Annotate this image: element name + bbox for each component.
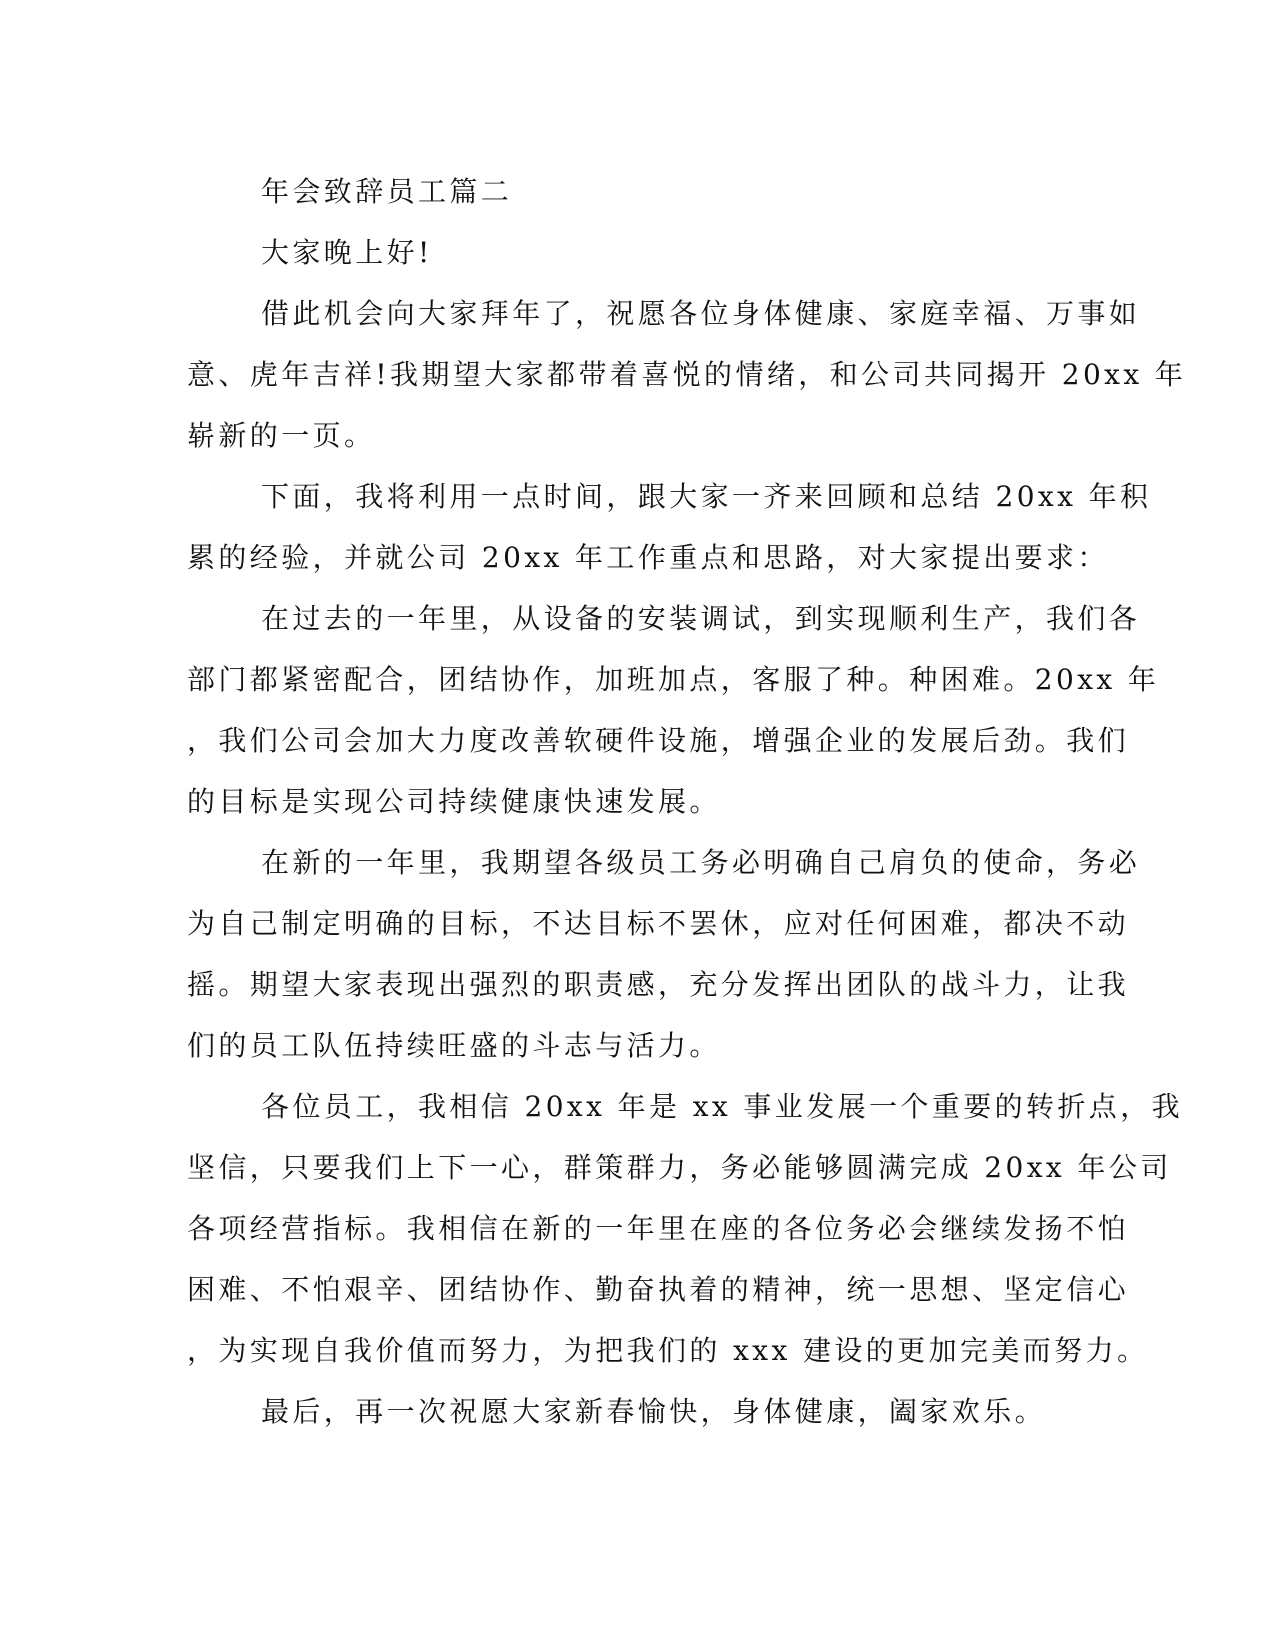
paragraph-line: 坚信，只要我们上下一心，群策群力，务必能够圆满完成 20xx 年公司	[187, 1151, 1172, 1184]
paragraph-line: 下面，我将利用一点时间，跟大家一齐来回顾和总结 20xx 年积	[261, 480, 1152, 513]
paragraph-line: 各位员工，我相信 20xx 年是 xx 事业发展一个重要的转折点，我	[261, 1090, 1183, 1123]
paragraph-1	[187, 283, 1187, 466]
paragraph-line: 部门都紧密配合，团结协作，加班加点，客服了种。种困难。20xx 年	[187, 663, 1160, 696]
paragraph-line: 在过去的一年里，从设备的安装调试，到实现顺利生产，我们各	[261, 602, 1141, 635]
paragraph-4	[187, 832, 1141, 1076]
paragraph-3	[187, 588, 1160, 832]
greeting: 大家晚上好!	[261, 236, 433, 269]
paragraph-line: 困难、不怕艰辛、团结协作、勤奋执着的精神，统一思想、坚定信心	[187, 1273, 1130, 1306]
paragraph-line: 累的经验，并就公司 20xx 年工作重点和思路，对大家提出要求：	[187, 541, 1109, 574]
paragraph-line: 最后，再一次祝愿大家新春愉快，身体健康，阖家欢乐。	[261, 1395, 1047, 1428]
document-body	[187, 161, 1187, 1442]
paragraph-line: 借此机会向大家拜年了，祝愿各位身体健康、家庭幸福、万事如	[261, 297, 1141, 330]
paragraph-line: 各项经营指标。我相信在新的一年里在座的各位务必会继续发扬不怕	[187, 1212, 1130, 1245]
document-title: 年会致辞员工篇二	[261, 175, 513, 208]
paragraph-2	[187, 466, 1152, 588]
paragraph-5	[187, 1076, 1183, 1381]
paragraph-line: 意、虎年吉祥!我期望大家都带着喜悦的情绪，和公司共同揭开 20xx 年	[187, 358, 1187, 391]
paragraph-line: 的目标是实现公司持续健康快速发展。	[187, 785, 721, 818]
paragraph-line: 摇。期望大家表现出强烈的职责感，充分发挥出团队的战斗力，让我	[187, 968, 1130, 1001]
paragraph-line: 在新的一年里，我期望各级员工务必明确自己肩负的使命，务必	[261, 846, 1141, 879]
paragraph-line: 们的员工队伍持续旺盛的斗志与活力。	[187, 1029, 721, 1062]
paragraph-6	[187, 1381, 1067, 1442]
paragraph-line: 为自己制定明确的目标，不达目标不罢休，应对任何困难，都决不动	[187, 907, 1130, 940]
paragraph-line: ，为实现自我价值而努力，为把我们的 xxx 建设的更加完美而努力。	[187, 1334, 1149, 1367]
paragraph-line: 崭新的一页。	[187, 419, 376, 452]
paragraph-line: ，我们公司会加大力度改善软硬件设施，增强企业的发展后劲。我们	[187, 724, 1130, 757]
